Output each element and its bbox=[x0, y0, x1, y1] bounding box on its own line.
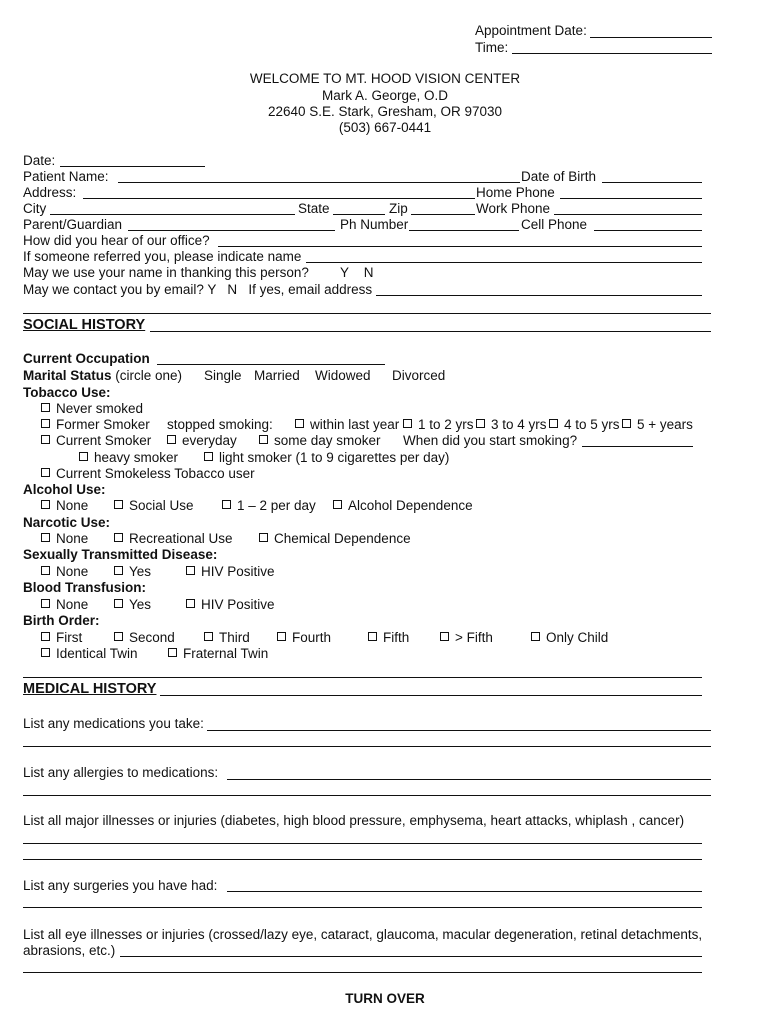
checkbox[interactable] bbox=[259, 435, 268, 444]
patient-name-label: Patient Name: bbox=[23, 169, 109, 184]
surgeries-field-2[interactable] bbox=[23, 907, 702, 908]
date-label: Date: bbox=[23, 153, 56, 168]
checkbox[interactable] bbox=[440, 632, 449, 641]
tobacco-smokeless[interactable]: Current Smokeless Tobacco user bbox=[41, 466, 255, 482]
social-history-title: SOCIAL HISTORY bbox=[23, 317, 146, 333]
checkbox[interactable] bbox=[295, 419, 304, 428]
birth-only-child[interactable]: Only Child bbox=[531, 630, 608, 646]
checkbox[interactable] bbox=[41, 435, 50, 444]
alcohol-1-2[interactable]: 1 – 2 per day bbox=[222, 498, 316, 514]
turn-over: TURN OVER bbox=[345, 991, 425, 1006]
current-someday[interactable]: some day smoker bbox=[259, 433, 381, 449]
checkbox[interactable] bbox=[186, 599, 195, 608]
surgeries-field[interactable] bbox=[227, 891, 702, 892]
checkbox[interactable] bbox=[114, 599, 123, 608]
section-divider bbox=[160, 695, 702, 696]
birth-over-fifth[interactable]: > Fifth bbox=[440, 630, 493, 646]
heavy-smoker[interactable]: heavy smoker bbox=[79, 450, 178, 466]
checkbox[interactable] bbox=[622, 419, 631, 428]
stopped-label: stopped smoking: bbox=[167, 417, 273, 432]
appointment-date-field[interactable] bbox=[590, 37, 712, 38]
stopped-4-5[interactable]: 4 to 5 yrs bbox=[549, 417, 620, 433]
checkbox[interactable] bbox=[204, 452, 213, 461]
state-label: State bbox=[298, 201, 330, 216]
ph-number-label: Ph Number bbox=[340, 217, 409, 232]
occupation-field[interactable] bbox=[157, 364, 385, 365]
work-phone-field[interactable] bbox=[554, 214, 702, 215]
checkbox[interactable] bbox=[167, 435, 176, 444]
home-phone-field[interactable] bbox=[560, 198, 702, 199]
tobacco-label: Tobacco Use: bbox=[23, 385, 111, 400]
work-phone-label: Work Phone bbox=[476, 201, 551, 216]
start-smoking-label: When did you start smoking? bbox=[403, 433, 578, 448]
checkbox[interactable] bbox=[79, 452, 88, 461]
std-none[interactable]: None bbox=[41, 564, 88, 580]
allergies-field-2[interactable] bbox=[23, 795, 711, 796]
appointment-date-label: Appointment Date: bbox=[475, 23, 587, 38]
appointment-time-label: Time: bbox=[475, 40, 509, 55]
checkbox[interactable] bbox=[41, 599, 50, 608]
marital-divorced[interactable]: Divorced bbox=[392, 368, 446, 383]
checkbox[interactable] bbox=[204, 632, 213, 641]
checkbox[interactable] bbox=[41, 632, 50, 641]
stopped-within[interactable]: within last year bbox=[295, 417, 399, 433]
blood-none[interactable]: None bbox=[41, 597, 88, 613]
stopped-3-4[interactable]: 3 to 4 yrs bbox=[476, 417, 547, 433]
city-field[interactable] bbox=[50, 214, 295, 215]
email-label: May we contact you by email? Y N If yes, email address bbox=[23, 282, 373, 297]
checkbox[interactable] bbox=[41, 403, 50, 412]
checkbox[interactable] bbox=[368, 632, 377, 641]
checkbox[interactable] bbox=[531, 632, 540, 641]
date-field[interactable] bbox=[60, 166, 205, 167]
ph-number-field[interactable] bbox=[409, 230, 519, 231]
doctor-name: Mark A. George, O.D bbox=[321, 88, 449, 103]
tobacco-current[interactable]: Current Smoker bbox=[41, 433, 151, 449]
alcohol-dependence[interactable]: Alcohol Dependence bbox=[333, 498, 473, 514]
checkbox[interactable] bbox=[41, 419, 50, 428]
blood-yes[interactable]: Yes bbox=[114, 597, 151, 613]
checkbox[interactable] bbox=[403, 419, 412, 428]
zip-label: Zip bbox=[389, 201, 408, 216]
checkbox[interactable] bbox=[41, 648, 50, 657]
medical-history-title: MEDICAL HISTORY bbox=[23, 681, 157, 697]
eye-illnesses-label: List all eye illnesses or injuries (crossed/lazy eye, cataract, glaucoma, macular degeneration, retinal detachments, bbox=[23, 927, 703, 942]
zip-field[interactable] bbox=[411, 214, 475, 215]
checkbox[interactable] bbox=[114, 632, 123, 641]
birth-order-label: Birth Order: bbox=[23, 613, 100, 628]
office-phone: (503) 667-0441 bbox=[338, 120, 432, 135]
surgeries-label: List any surgeries you have had: bbox=[23, 878, 218, 893]
checkbox[interactable] bbox=[168, 648, 177, 657]
stopped-1-2[interactable]: 1 to 2 yrs bbox=[403, 417, 474, 433]
checkbox[interactable] bbox=[186, 566, 195, 575]
start-smoking-field[interactable] bbox=[582, 446, 693, 447]
current-everyday[interactable]: everyday bbox=[167, 433, 237, 449]
eye-illnesses-label-2: abrasions, etc.) bbox=[23, 943, 116, 958]
guardian-field[interactable] bbox=[128, 230, 335, 231]
thank-label: May we use your name in thanking this person? bbox=[23, 265, 309, 280]
blood-hiv[interactable]: HIV Positive bbox=[186, 597, 275, 613]
checkbox[interactable] bbox=[259, 533, 268, 542]
section-divider bbox=[150, 331, 711, 332]
marital-widowed[interactable]: Widowed bbox=[315, 368, 371, 383]
checkbox[interactable] bbox=[549, 419, 558, 428]
address-field[interactable] bbox=[83, 198, 475, 199]
eye-illnesses-field[interactable] bbox=[120, 956, 702, 957]
checkbox[interactable] bbox=[476, 419, 485, 428]
checkbox[interactable] bbox=[114, 533, 123, 542]
checkbox[interactable] bbox=[41, 533, 50, 542]
alcohol-label: Alcohol Use: bbox=[23, 482, 106, 497]
illnesses-label: List all major illnesses or injuries (diabetes, high blood pressure, emphysema, heart attacks, whiplash , cancer) bbox=[23, 813, 685, 828]
marital-hint: (circle one) bbox=[111, 368, 183, 383]
tobacco-former[interactable]: Former Smoker bbox=[41, 417, 150, 433]
light-smoker[interactable]: light smoker (1 to 9 cigarettes per day) bbox=[204, 450, 449, 466]
birth-third[interactable]: Third bbox=[204, 630, 250, 646]
std-yes[interactable]: Yes bbox=[114, 564, 151, 580]
birth-fraternal-twin[interactable]: Fraternal Twin bbox=[168, 646, 268, 662]
dob-field[interactable] bbox=[602, 182, 702, 183]
address-label: Address: bbox=[23, 185, 77, 200]
illnesses-field[interactable] bbox=[23, 843, 702, 844]
cell-phone-field[interactable] bbox=[594, 230, 702, 231]
birth-second[interactable]: Second bbox=[114, 630, 175, 646]
welcome-title: WELCOME TO MT. HOOD VISION CENTER bbox=[249, 71, 521, 86]
referred-label: If someone referred you, please indicate name bbox=[23, 249, 302, 264]
stopped-5-plus[interactable]: 5 + years bbox=[622, 417, 693, 433]
checkbox[interactable] bbox=[114, 566, 123, 575]
allergies-label: List any allergies to medications: bbox=[23, 765, 219, 780]
checkbox[interactable] bbox=[222, 500, 231, 509]
checkbox[interactable] bbox=[333, 500, 342, 509]
std-label: Sexually Transmitted Disease: bbox=[23, 547, 218, 562]
birth-identical-twin[interactable]: Identical Twin bbox=[41, 646, 138, 662]
occupation-label: Current Occupation bbox=[23, 351, 150, 366]
hear-label: How did you hear of our office? bbox=[23, 233, 210, 248]
marital-label: Marital Status bbox=[23, 368, 112, 383]
allergies-field[interactable] bbox=[227, 779, 711, 780]
section-divider bbox=[23, 677, 702, 678]
checkbox[interactable] bbox=[277, 632, 286, 641]
patient-name-field[interactable] bbox=[118, 182, 520, 183]
checkbox[interactable] bbox=[41, 566, 50, 575]
checkbox[interactable] bbox=[41, 500, 50, 509]
marital-married[interactable]: Married bbox=[254, 368, 300, 383]
city-label: City bbox=[23, 201, 47, 216]
marital-row bbox=[23, 368, 182, 384]
state-field[interactable] bbox=[333, 214, 385, 215]
tobacco-never[interactable]: Never smoked bbox=[41, 401, 143, 417]
cell-phone-label: Cell Phone bbox=[521, 217, 588, 232]
office-address: 22640 S.E. Stark, Gresham, OR 97030 bbox=[267, 104, 503, 119]
email-field[interactable] bbox=[376, 295, 702, 296]
illnesses-field-2[interactable] bbox=[23, 859, 702, 860]
medications-label: List any medications you take: bbox=[23, 716, 204, 731]
medications-field[interactable] bbox=[207, 730, 711, 731]
blood-label: Blood Transfusion: bbox=[23, 580, 147, 595]
dob-label: Date of Birth bbox=[521, 169, 597, 184]
birth-fifth[interactable]: Fifth bbox=[368, 630, 409, 646]
medications-field-2[interactable] bbox=[23, 746, 711, 747]
narcotic-chemical[interactable]: Chemical Dependence bbox=[259, 531, 411, 547]
checkbox[interactable] bbox=[41, 468, 50, 477]
narcotic-none[interactable]: None bbox=[41, 531, 88, 547]
appointment-time-field[interactable] bbox=[512, 53, 712, 54]
eye-illnesses-field-2[interactable] bbox=[23, 972, 702, 973]
thank-yn[interactable]: Y N bbox=[340, 265, 374, 280]
birth-fourth[interactable]: Fourth bbox=[277, 630, 331, 646]
guardian-label: Parent/Guardian bbox=[23, 217, 123, 232]
alcohol-social[interactable]: Social Use bbox=[114, 498, 194, 514]
checkbox[interactable] bbox=[114, 500, 123, 509]
section-divider bbox=[23, 313, 711, 314]
marital-single[interactable]: Single bbox=[204, 368, 242, 383]
hear-field[interactable] bbox=[218, 246, 702, 247]
alcohol-none[interactable]: None bbox=[41, 498, 88, 514]
narcotic-label: Narcotic Use: bbox=[23, 515, 111, 530]
narcotic-recreational[interactable]: Recreational Use bbox=[114, 531, 233, 547]
home-phone-label: Home Phone bbox=[476, 185, 555, 200]
std-hiv[interactable]: HIV Positive bbox=[186, 564, 275, 580]
referred-field[interactable] bbox=[306, 262, 702, 263]
birth-first[interactable]: First bbox=[41, 630, 82, 646]
